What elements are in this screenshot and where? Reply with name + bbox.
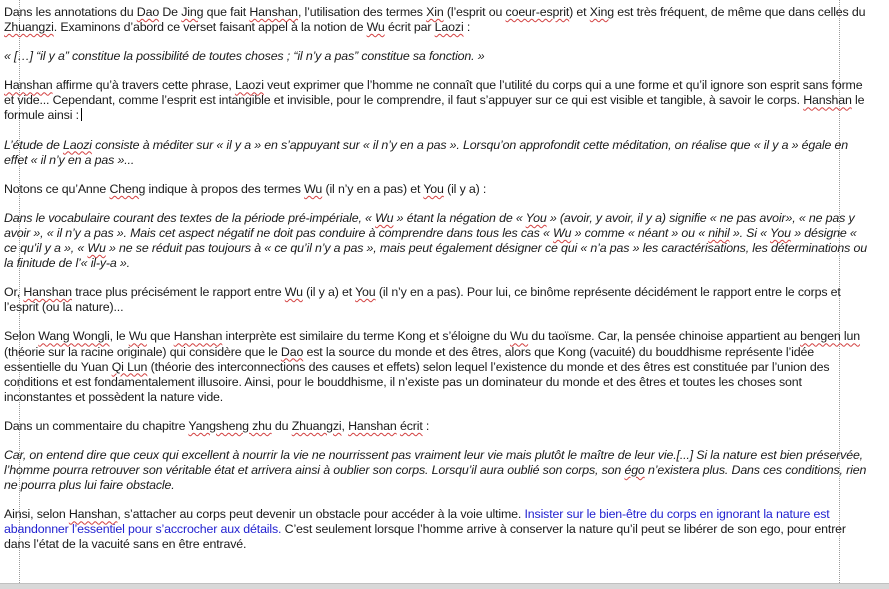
text-run: (théorie sur la racine originale) qui considère que le: [4, 344, 281, 359]
text-run: écrit par: [384, 20, 435, 35]
spellcheck-word[interactable]: Wu: [366, 20, 385, 35]
spellcheck-word[interactable]: Xin: [426, 5, 444, 19]
text-run: du taoïsme. Car, la pensée chinoise appartient au: [528, 329, 801, 344]
text-run: (il n’y en a pas). Pour lui, ce binôme représente décidément le rapport entre le corps et l’esprit (ou la nature)...: [4, 285, 841, 315]
spellcheck-word[interactable]: écrit: [399, 418, 423, 433]
spellcheck-word[interactable]: bengen lun: [800, 329, 860, 344]
spellcheck-word[interactable]: Laozi: [62, 137, 92, 152]
paragraph: [4, 182, 872, 197]
quote-paragraph: [4, 211, 872, 271]
spellcheck-word[interactable]: Hanshan: [173, 329, 223, 344]
spellcheck-word[interactable]: Yangsheng zhu: [188, 418, 272, 433]
text-run: le formule ainsi :: [4, 93, 865, 123]
paragraph: [4, 419, 872, 434]
text-run: Notons ce qu’Anne: [4, 181, 110, 196]
paragraph: [4, 285, 872, 315]
spellcheck-word[interactable]: You: [770, 225, 791, 240]
text-run: Dans un commentaire du chapitre: [4, 418, 189, 433]
text-run: . Examinons d’abord ce verset faisant appel à la notion de: [53, 20, 367, 35]
paragraph: [4, 78, 872, 123]
spellcheck-word[interactable]: Xing: [589, 5, 614, 19]
text-run: » (avoir, y avoir, il y a) signifie « ne pas avoir», « ne pas y avoir », « il n’y a pas ». Mais cet aspect négatif ne doit pas conduire à comprendre dans tous les cas «: [4, 210, 855, 240]
text-run: (il y a) et: [302, 285, 356, 300]
text-run: L’étude de: [4, 137, 63, 152]
text-run: :: [463, 20, 471, 35]
text-run: (l’esprit ou: [443, 5, 506, 19]
text-run: C’est seulement lorsque l’homme arrive à conserver la nature qu’il peut se libérer de son ego, pour entrer dans l’état de la vacuité sans en être entravé.: [4, 522, 846, 552]
text-run: est très fréquent, de même que dans celles du: [613, 5, 866, 19]
text-run: « […] “il y a” constitue la possibilité de toutes choses ; “il n’y a pas” constitue sa fonction. »: [4, 49, 485, 64]
quote-paragraph: [4, 138, 872, 168]
text-run: Or,: [4, 285, 24, 300]
spellcheck-word[interactable]: nihil: [708, 225, 730, 240]
spellcheck-word[interactable]: Qi Lun: [111, 359, 148, 374]
spellcheck-word[interactable]: Wu: [375, 210, 394, 225]
text-run: que fait: [203, 5, 250, 19]
text-run: n’existera plus. Dans ces conditions, rien ne pourra plus lui faire obstacle.: [4, 463, 867, 493]
spellcheck-word[interactable]: Wu: [87, 241, 106, 256]
spellcheck-word[interactable]: Hanshan: [803, 93, 852, 108]
paragraph: [4, 5, 872, 35]
spellcheck-word[interactable]: Dao: [280, 344, 304, 359]
spellcheck-word[interactable]: Wu: [510, 329, 529, 344]
text-run: veut exprimer que l’homme ne connaît que l’utilité du corps qui a une forme et qu’il ignore son esprit sans forme et vide... Cependant, comme l’esprit est intangible et invisible, pour le comprendre, il faut s’appuyer sur ce qui est visible et tangible, à savoir le corps.: [4, 78, 863, 108]
text-run: :: [422, 418, 430, 433]
text-run: consiste à méditer sur « il y a » en s’appuyant sur « il n’y en a pas ». Lorsqu’on approfondit cette méditation, on réalise que « il y a » égale en effet « il n’y en a pas »...: [4, 137, 848, 167]
spellcheck-word[interactable]: Laozi: [434, 20, 464, 35]
spellcheck-word[interactable]: Hanshan: [249, 5, 298, 19]
paragraph: [4, 329, 872, 404]
spellcheck-word[interactable]: Laozi: [234, 78, 264, 93]
text-run: indique à propos des termes: [145, 181, 305, 196]
spellcheck-word[interactable]: Wu: [128, 329, 147, 344]
text-run: est la source du monde et des êtres, alors que Kong (vacuité) du bouddhisme représente l’idée essentielle du Yuan: [4, 344, 814, 374]
spellcheck-word[interactable]: Hanshan: [4, 78, 53, 93]
spellcheck-word[interactable]: Hanshan: [68, 507, 118, 522]
text-run: que: [146, 329, 174, 344]
text-run: , s’attacher au corps peut devenir un obstacle pour accéder à la voie ultime.: [117, 507, 525, 522]
spellcheck-word[interactable]: Wu: [553, 225, 572, 240]
text-run: du: [271, 418, 292, 433]
text-body[interactable]: [4, 5, 872, 567]
spellcheck-word[interactable]: Zhuangzi: [4, 20, 54, 35]
text-run: » désigne « ce qu’il y a », «: [4, 225, 857, 256]
spellcheck-word[interactable]: You: [355, 285, 376, 300]
text-cursor: [81, 108, 82, 121]
text-run: De: [159, 5, 182, 19]
spellcheck-word[interactable]: Cheng: [109, 181, 146, 196]
text-run: (théorie des interconnections des causes et effets) selon lequel l’existence du monde et des êtres est constituée par l’union des conditions et est fondamentalement illusoire. Ainsi, pour le bouddhisme, il n’existe pas un dominateur du monde et des êtres et toutes les choses sont inconstantes et possèdent la nature vide.: [4, 359, 830, 404]
text-run: Ainsi, selon: [4, 507, 69, 522]
quote-paragraph: [4, 49, 872, 64]
text-run: ». Si «: [729, 225, 770, 240]
spellcheck-word[interactable]: Wang Wongli: [38, 329, 110, 344]
text-run: Dans le vocabulaire courant des textes de la période pré-impériale, «: [4, 210, 376, 225]
text-run: (il n’y en a pas) et: [322, 181, 424, 196]
spellcheck-word[interactable]: coeur-esprit: [505, 5, 570, 19]
spellcheck-word[interactable]: Hanshan: [348, 418, 397, 433]
text-run: Selon: [4, 329, 39, 344]
spellcheck-word[interactable]: Zhuangzi: [291, 418, 342, 433]
text-run: affirme qu’à travers cette phrase,: [52, 78, 235, 93]
spellcheck-word[interactable]: Hanshan: [23, 285, 72, 300]
spellcheck-word[interactable]: You: [525, 210, 547, 225]
spellcheck-word[interactable]: Dao: [136, 5, 160, 19]
spellcheck-word[interactable]: Jing: [181, 5, 204, 19]
text-run: » comme « néant » ou «: [571, 225, 709, 240]
spellcheck-word[interactable]: Wu: [284, 285, 303, 300]
quote-paragraph: [4, 448, 872, 493]
paragraph: [4, 507, 872, 552]
text-run: ) et: [569, 5, 590, 19]
spellcheck-word[interactable]: égo: [624, 463, 645, 478]
highlighted-text[interactable]: Insister sur le bien-être du corps en ignorant la nature est abandonner l’essentiel pour s’accrocher aux détails.: [4, 507, 830, 537]
text-run: trace plus précisément le rapport entre: [71, 285, 285, 300]
spellcheck-word[interactable]: You: [423, 181, 444, 196]
text-run: » étant la négation de «: [393, 210, 526, 225]
horizontal-scrollbar[interactable]: [0, 583, 889, 589]
text-run: interprète est similaire du terme Kong et s’éloigne du: [222, 329, 511, 344]
text-run: , l’utilisation des termes: [297, 5, 427, 19]
text-run: Dans les annotations du: [4, 5, 137, 19]
text-run: , le: [109, 329, 129, 344]
text-run: ,: [341, 418, 349, 433]
spellcheck-word[interactable]: Wu: [304, 181, 323, 196]
text-run: Car, on entend dire que ceux qui excellent à nourrir la vie ne nourrissent pas vraiment leur vie mais plutôt le maître de leur vie.[...] Si la nature est bien préservée, l’homme pourra retrouver son véritable état et arrivera ainsi à oublier son corps. Lorsqu’il aura oublié son corps, son: [4, 447, 863, 478]
text-run: » ne se réduit pas toujours à « ce qu’il n’y a pas », mais peut également désigner ce qui « n’a pas » les caractérisations, les déterminations ou la finitude de l’« il-y-a ».: [4, 241, 867, 271]
text-run: (il y a) :: [443, 181, 487, 196]
